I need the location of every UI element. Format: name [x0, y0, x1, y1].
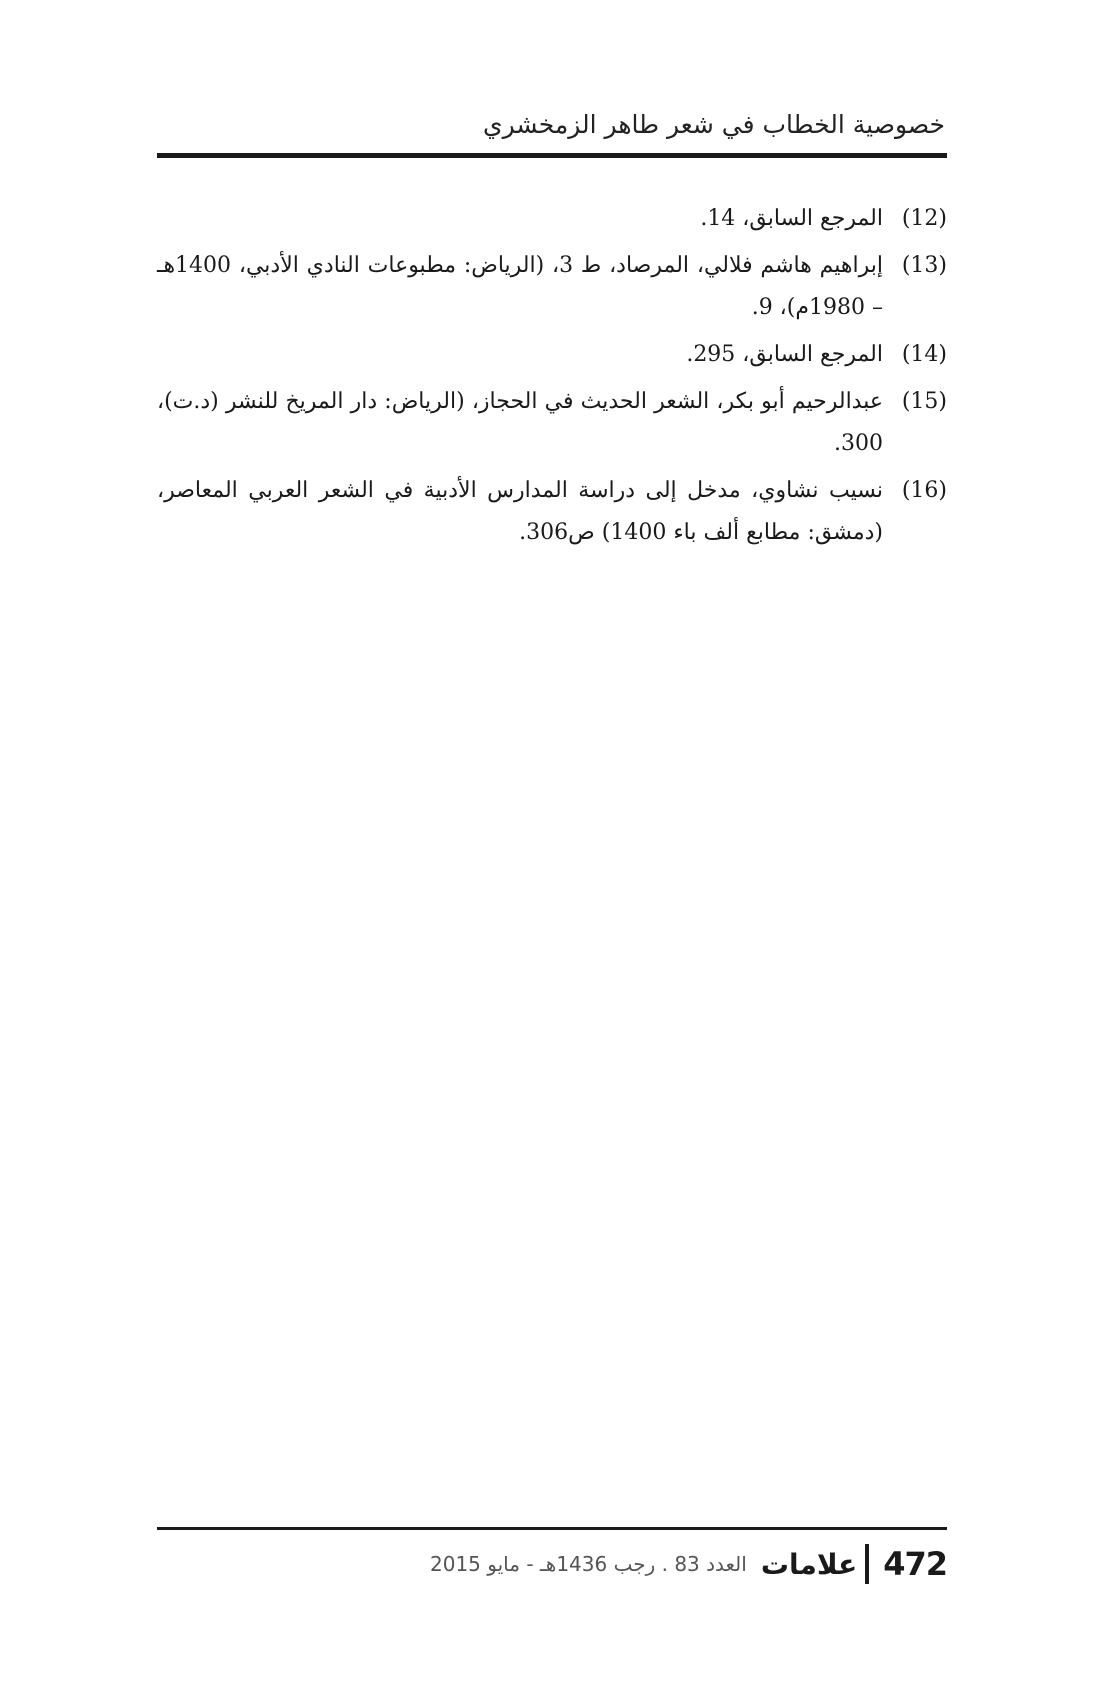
page-footer — [157, 1537, 947, 1591]
footnote-text: نسيب نشاوي، مدخل إلى دراسة المدارس الأدبية في الشعر العربي المعاصر، (دمشق: مطابع ألف باء 1400) ص306. — [157, 478, 883, 545]
magazine-logo: علامات — [760, 1547, 858, 1581]
footnote-text: المرجع السابق، 14. — [700, 206, 883, 231]
header-rule — [157, 153, 947, 158]
footer-rule — [157, 1527, 947, 1530]
footnote-item — [157, 470, 947, 554]
footnote-text: إبراهيم هاشم فلالي، المرصاد، ط 3، (الرياض: مطبوعات النادي الأدبي، 1400هـ – 1980م)، 9. — [157, 253, 883, 320]
footnote-item — [157, 245, 947, 329]
footnote-number: (14) — [901, 342, 947, 367]
footnote-number: (13) — [901, 253, 947, 278]
footnotes-list — [157, 198, 947, 559]
footnote-text: عبدالرحيم أبو بكر، الشعر الحديث في الحجاز، (الرياض: دار المريخ للنشر (د.ت)، 300. — [157, 389, 883, 456]
page-number: 472 — [883, 1545, 947, 1583]
footnote-text: المرجع السابق، 295. — [686, 342, 883, 367]
footnote-number: (16) — [901, 478, 947, 503]
footnote-item — [157, 381, 947, 465]
footnote-item — [157, 198, 947, 240]
issue-info: العدد 83 . رجب 1436هـ - مايو 2015 — [430, 1552, 747, 1576]
running-title: خصوصية الخطاب في شعر طاهر الزمخشري — [483, 110, 945, 139]
footnote-number: (12) — [901, 206, 947, 231]
footnote-item — [157, 334, 947, 376]
footnote-number: (15) — [901, 389, 947, 414]
footer-divider — [865, 1544, 869, 1584]
